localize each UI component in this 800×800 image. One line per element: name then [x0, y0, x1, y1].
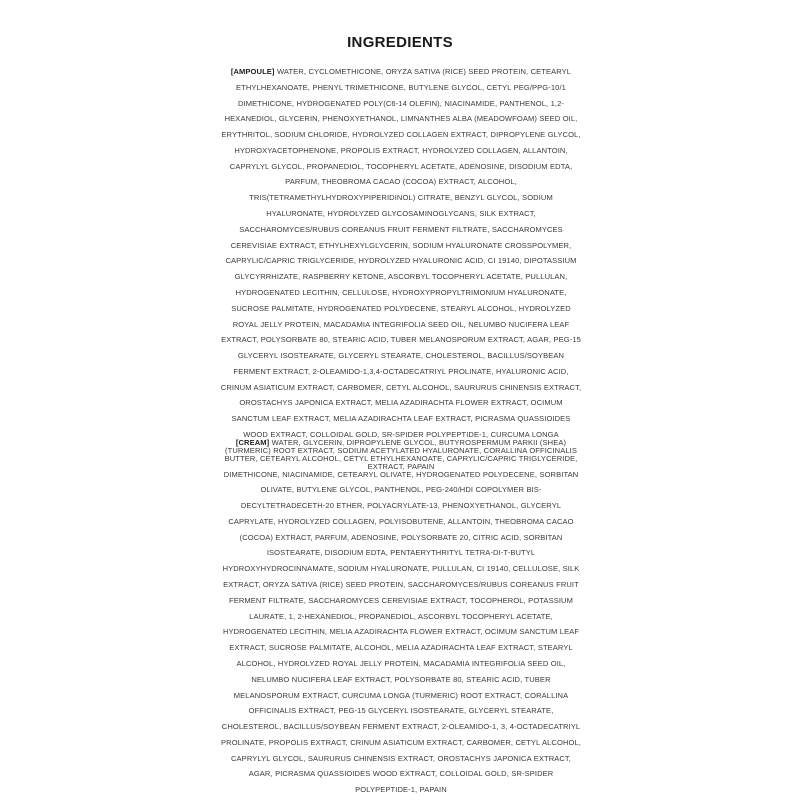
ampoule-ingredient-list: WATER, CYCLOMETHICONE, ORYZA SATIVA (RICE) SEED PROTEIN, CETEARYL ETHYLHEXANOATE, PHENYL TRIMETHICONE, BUTYLENE GLYCOL, CETYL PEG/PPG-10/1 DIMETHICONE, HYDROGENATED POLY(C6-14 OLEFIN), NIACINAMIDE, PANTHENOL, 1,2-HEXANEDIOL, GLYCERIN, PHENOXYETHANOL, LIMNANTHES ALBA (MEADOWFOAM) SEED OIL, ERYTHRITOL, SODIUM CHLORIDE, HYDROLYZED COLLAGEN EXTRACT, DIPROPYLENE GLYCOL, HYDROXYACETOPHENONE, PROPOLIS EXTRACT, HYDROLYZED COLLAGEN, ALLANTOIN, CAPRYLYL GLYCOL, PROPANEDIOL, TOCOPHERYL ACETATE, ADENOSINE, DISODIUM EDTA, PARFUM, THEOBROMA CACAO (COCOA) EXTRACT, ALCOHOL, TRIS(TETRAMETHYLHYDROXYPIPERIDINOL) CITRATE, BENZYL GLYCOL, SODIUM HYALURONATE, HYDROLYZED GLYCOSAMINOGLYCANS, SILK EXTRACT, SACCHAROMYCES/RUBUS COREANUS FRUIT FERMENT FILTRATE, SACCHAROMYCES CEREVISIAE EXTRACT, ETHYLHEXYLGLYCERIN, SODIUM HYALURONATE CROSSPOLYMER, CAPRYLIC/CAPRIC TRIGLYCERIDE, HYDROLYZED HYALURONIC ACID, CI 19140, DIPOTASSIUM GLYCYRRHIZATE, RASPBERRY KETONE, ASCORBYL TOCOPHERYL ACETATE, PULLULAN, HYDROGENATED LECITHIN, CELLULOSE, HYDROXYPROPYLTRIMONIUM HYALURONATE, SUCROSE PALMITATE, HYDROGENATED POLYDECENE, STEARYL ALCOHOL, HYDROLYZED ROYAL JELLY PROTEIN, MACADAMIA INTEGRIFOLIA SEED OIL, NELUMBO NUCIFERA LEAF EXTRACT, POLYSORBATE 80, STEARIC ACID, TUBER MELANOSPORUM EXTRACT, AGAR, PEG-15 GLYCERYL ISOSTEARATE, GLYCERYL STEARATE, CHOLESTEROL, BACILLUS/SOYBEAN FERMENT EXTRACT, 2-OLEAMIDO-1,3,4-OCTADECATRIYL PROLINATE, HYALURONIC ACID, CRINUM ASIATICUM EXTRACT, CARBOMER, CETYL ALCOHOL, SAURURUS CHINENSIS EXTRACT, OROSTACHYS JAPONICA EXTRACT, MELIA AZADIRACHTA FLOWER EXTRACT, OCIMUM SANCTUM LEAF EXTRACT, MELIA AZADIRACHTA LEAF EXTRACT, PICRASMA QUASSIOIDES WOOD EXTRACT, COLLOIDAL GOLD, SR-SPIDER POLYPEPTIDE-1, CURCUMA LONGA (TURMERIC) ROOT EXTRACT, SODIUM ACETYLATED HYALURONATE, CORALLINA OFFICINALIS EXTRACT, PAPAIN: [220, 67, 582, 471]
cream-ingredients: [220, 435, 582, 798]
page-title: INGREDIENTS: [347, 34, 453, 51]
cream-tag: [CREAM]: [235, 438, 272, 447]
cream-ingredient-list: WATER, GLYCERIN, DIPROPYLENE GLYCOL, BUTYROSPERMUM PARKII (SHEA) BUTTER, CETEARYL ALCOHOL, CETYL ETHYLHEXANOATE, CAPRYLIC/CAPRIC TRIGLYCERIDE, DIMETHICONE, NIACINAMIDE, CETEARYL OLIVATE, HYDROGENATED POLYDECENE, SORBITAN OLIVATE, BUTYLENE GLYCOL, PANTHENOL, PEG-240/HDI COPOLYMER BIS-DECYLTETRADECETH-20 ETHER, POLYACRYLATE-13, PHENOXYETHANOL, GLYCERYL CAPRYLATE, HYDROLYZED COLLAGEN, POLYISOBUTENE, ALLANTOIN, THEOBROMA CACAO (COCOA) EXTRACT, PARFUM, ADENOSINE, POLYSORBATE 20, CITRIC ACID, SORBITAN ISOSTEARATE, DISODIUM EDTA, PENTAERYTHRITYL TETRA-DI-T-BUTYL HYDROXYHYDROCINNAMATE, SODIUM HYALURONATE, PULLULAN, CI 19140, CELLULOSE, SILK EXTRACT, ORYZA SATIVA (RICE) SEED PROTEIN, SACCHAROMYCES/RUBUS COREANUS FRUIT FERMENT FILTRATE, SACCHAROMYCES CEREVISIAE EXTRACT, TOCOPHEROL, POTASSIUM LAURATE, 1, 2-HEXANEDIOL, PROPANEDIOL, ASCORBYL TOCOPHERYL ACETATE, HYDROGENATED LECITHIN, MELIA AZADIRACHTA FLOWER EXTRACT, OCIMUM SANCTUM LEAF EXTRACT, SUCROSE PALMITATE, ALCOHOL, MELIA AZADIRACHTA LEAF EXTRACT, STEARYL ALCOHOL, HYDROLYZED ROYAL JELLY PROTEIN, MACADAMIA INTEGRIFOLIA SEED OIL, NELUMBO NUCIFERA LEAF EXTRACT, POLYSORBATE 80, STEARIC ACID, TUBER MELANOSPORUM EXTRACT, CURCUMA LONGA (TURMERIC) ROOT EXTRACT, CORALLINA OFFICINALIS EXTRACT, PEG-15 GLYCERYL ISOSTEARATE, GLYCERYL STEARATE, CHOLESTEROL, BACILLUS/SOYBEAN FERMENT EXTRACT, 2-OLEAMIDO-1, 3, 4-OCTADECATRIYL PROLINATE, PROPOLIS EXTRACT, CRINUM ASIATICUM EXTRACT, CARBOMER, CETYL ALCOHOL, CAPRYLYL GLYCOL, SAURURUS CHINENSIS EXTRACT, OROSTACHYS JAPONICA EXTRACT, AGAR, PICRASMA QUASSIOIDES WOOD EXTRACT, COLLOIDAL GOLD, SR-SPIDER POLYPEPTIDE-1, PAPAIN: [221, 438, 581, 795]
ampoule-tag: [AMPOULE]: [230, 67, 277, 76]
ampoule-ingredients: [220, 64, 582, 474]
